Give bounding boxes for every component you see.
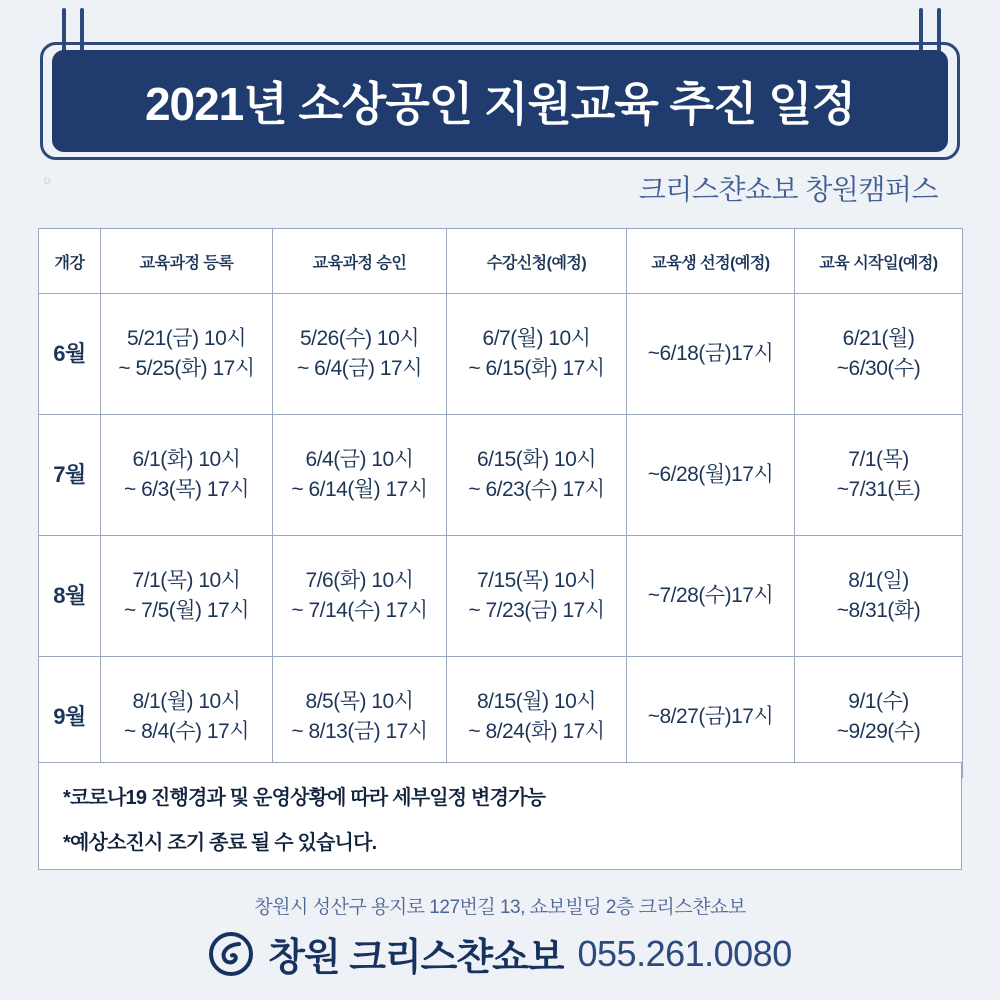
corner-mark: D	[44, 176, 51, 186]
cell-start: 7/1(목) ~7/31(토)	[795, 415, 963, 536]
schedule-table	[38, 228, 963, 778]
table-body	[39, 294, 963, 778]
cell-apply: 7/15(목) 10시 ~ 7/23(금) 17시	[447, 536, 627, 657]
cell-approve: 8/5(목) 10시 ~ 8/13(금) 17시	[273, 657, 447, 778]
footer-address: 창원시 성산구 용지로 127번길 13, 쇼보빌딩 2층 크리스챤쇼보	[254, 897, 746, 918]
page-title: 2021년 소상공인 지원교육 추진 일정	[144, 78, 856, 130]
cell-select: ~6/18(금)17시	[627, 294, 795, 415]
column-header-approve: 교육과정 승인	[273, 229, 447, 294]
cell-select: ~7/28(수)17시	[627, 536, 795, 657]
table-row	[39, 294, 963, 415]
table-row	[39, 657, 963, 778]
banner-plate	[52, 50, 948, 152]
cell-apply: 8/15(월) 10시 ~ 8/24(화) 17시	[447, 657, 627, 778]
campus-subtitle: 크리스챤쇼보 창원캠퍼스	[638, 174, 938, 205]
cell-select: ~8/27(금)17시	[627, 657, 795, 778]
notes-box	[38, 762, 962, 870]
cell-apply: 6/15(화) 10시 ~ 6/23(수) 17시	[447, 415, 627, 536]
cell-month: 6월	[39, 294, 101, 415]
column-header-register: 교육과정 등록	[101, 229, 273, 294]
cell-month: 9월	[39, 657, 101, 778]
footer-brand	[0, 926, 1000, 981]
title-banner	[0, 0, 1000, 180]
cell-start: 9/1(수) ~9/29(수)	[795, 657, 963, 778]
cell-select: ~6/28(월)17시	[627, 415, 795, 536]
schedule-table-wrap	[38, 228, 962, 778]
table-row	[39, 536, 963, 657]
chaumon-logo-icon	[208, 931, 254, 977]
cell-register: 6/1(화) 10시 ~ 6/3(목) 17시	[101, 415, 273, 536]
cell-register: 8/1(월) 10시 ~ 8/4(수) 17시	[101, 657, 273, 778]
table-header-row	[39, 229, 963, 294]
brand-phone: 055.261.0080	[577, 932, 792, 974]
cell-start: 6/21(월) ~6/30(수)	[795, 294, 963, 415]
cell-approve: 7/6(화) 10시 ~ 7/14(수) 17시	[273, 536, 447, 657]
cell-approve: 6/4(금) 10시 ~ 6/14(월) 17시	[273, 415, 447, 536]
cell-start: 8/1(일) ~8/31(화)	[795, 536, 963, 657]
note-line-2: *예상소진시 조기 종료 될 수 있습니다.	[63, 832, 377, 854]
table-header	[39, 229, 963, 294]
brand-name: 창원 크리스챤쇼보	[268, 937, 564, 979]
cell-register: 7/1(목) 10시 ~ 7/5(월) 17시	[101, 536, 273, 657]
column-header-select: 교육생 선정(예정)	[627, 229, 795, 294]
note-line-1: *코로나19 진행경과 및 운영상황에 따라 세부일정 변경가능	[63, 787, 546, 809]
cell-approve: 5/26(수) 10시 ~ 6/4(금) 17시	[273, 294, 447, 415]
column-header-apply: 수강신청(예정)	[447, 229, 627, 294]
column-header-start: 교육 시작일(예정)	[795, 229, 963, 294]
cell-apply: 6/7(월) 10시 ~ 6/15(화) 17시	[447, 294, 627, 415]
column-header-month: 개강	[39, 229, 101, 294]
cell-month: 7월	[39, 415, 101, 536]
cell-month: 8월	[39, 536, 101, 657]
table-row	[39, 415, 963, 536]
cell-register: 5/21(금) 10시 ~ 5/25(화) 17시	[101, 294, 273, 415]
